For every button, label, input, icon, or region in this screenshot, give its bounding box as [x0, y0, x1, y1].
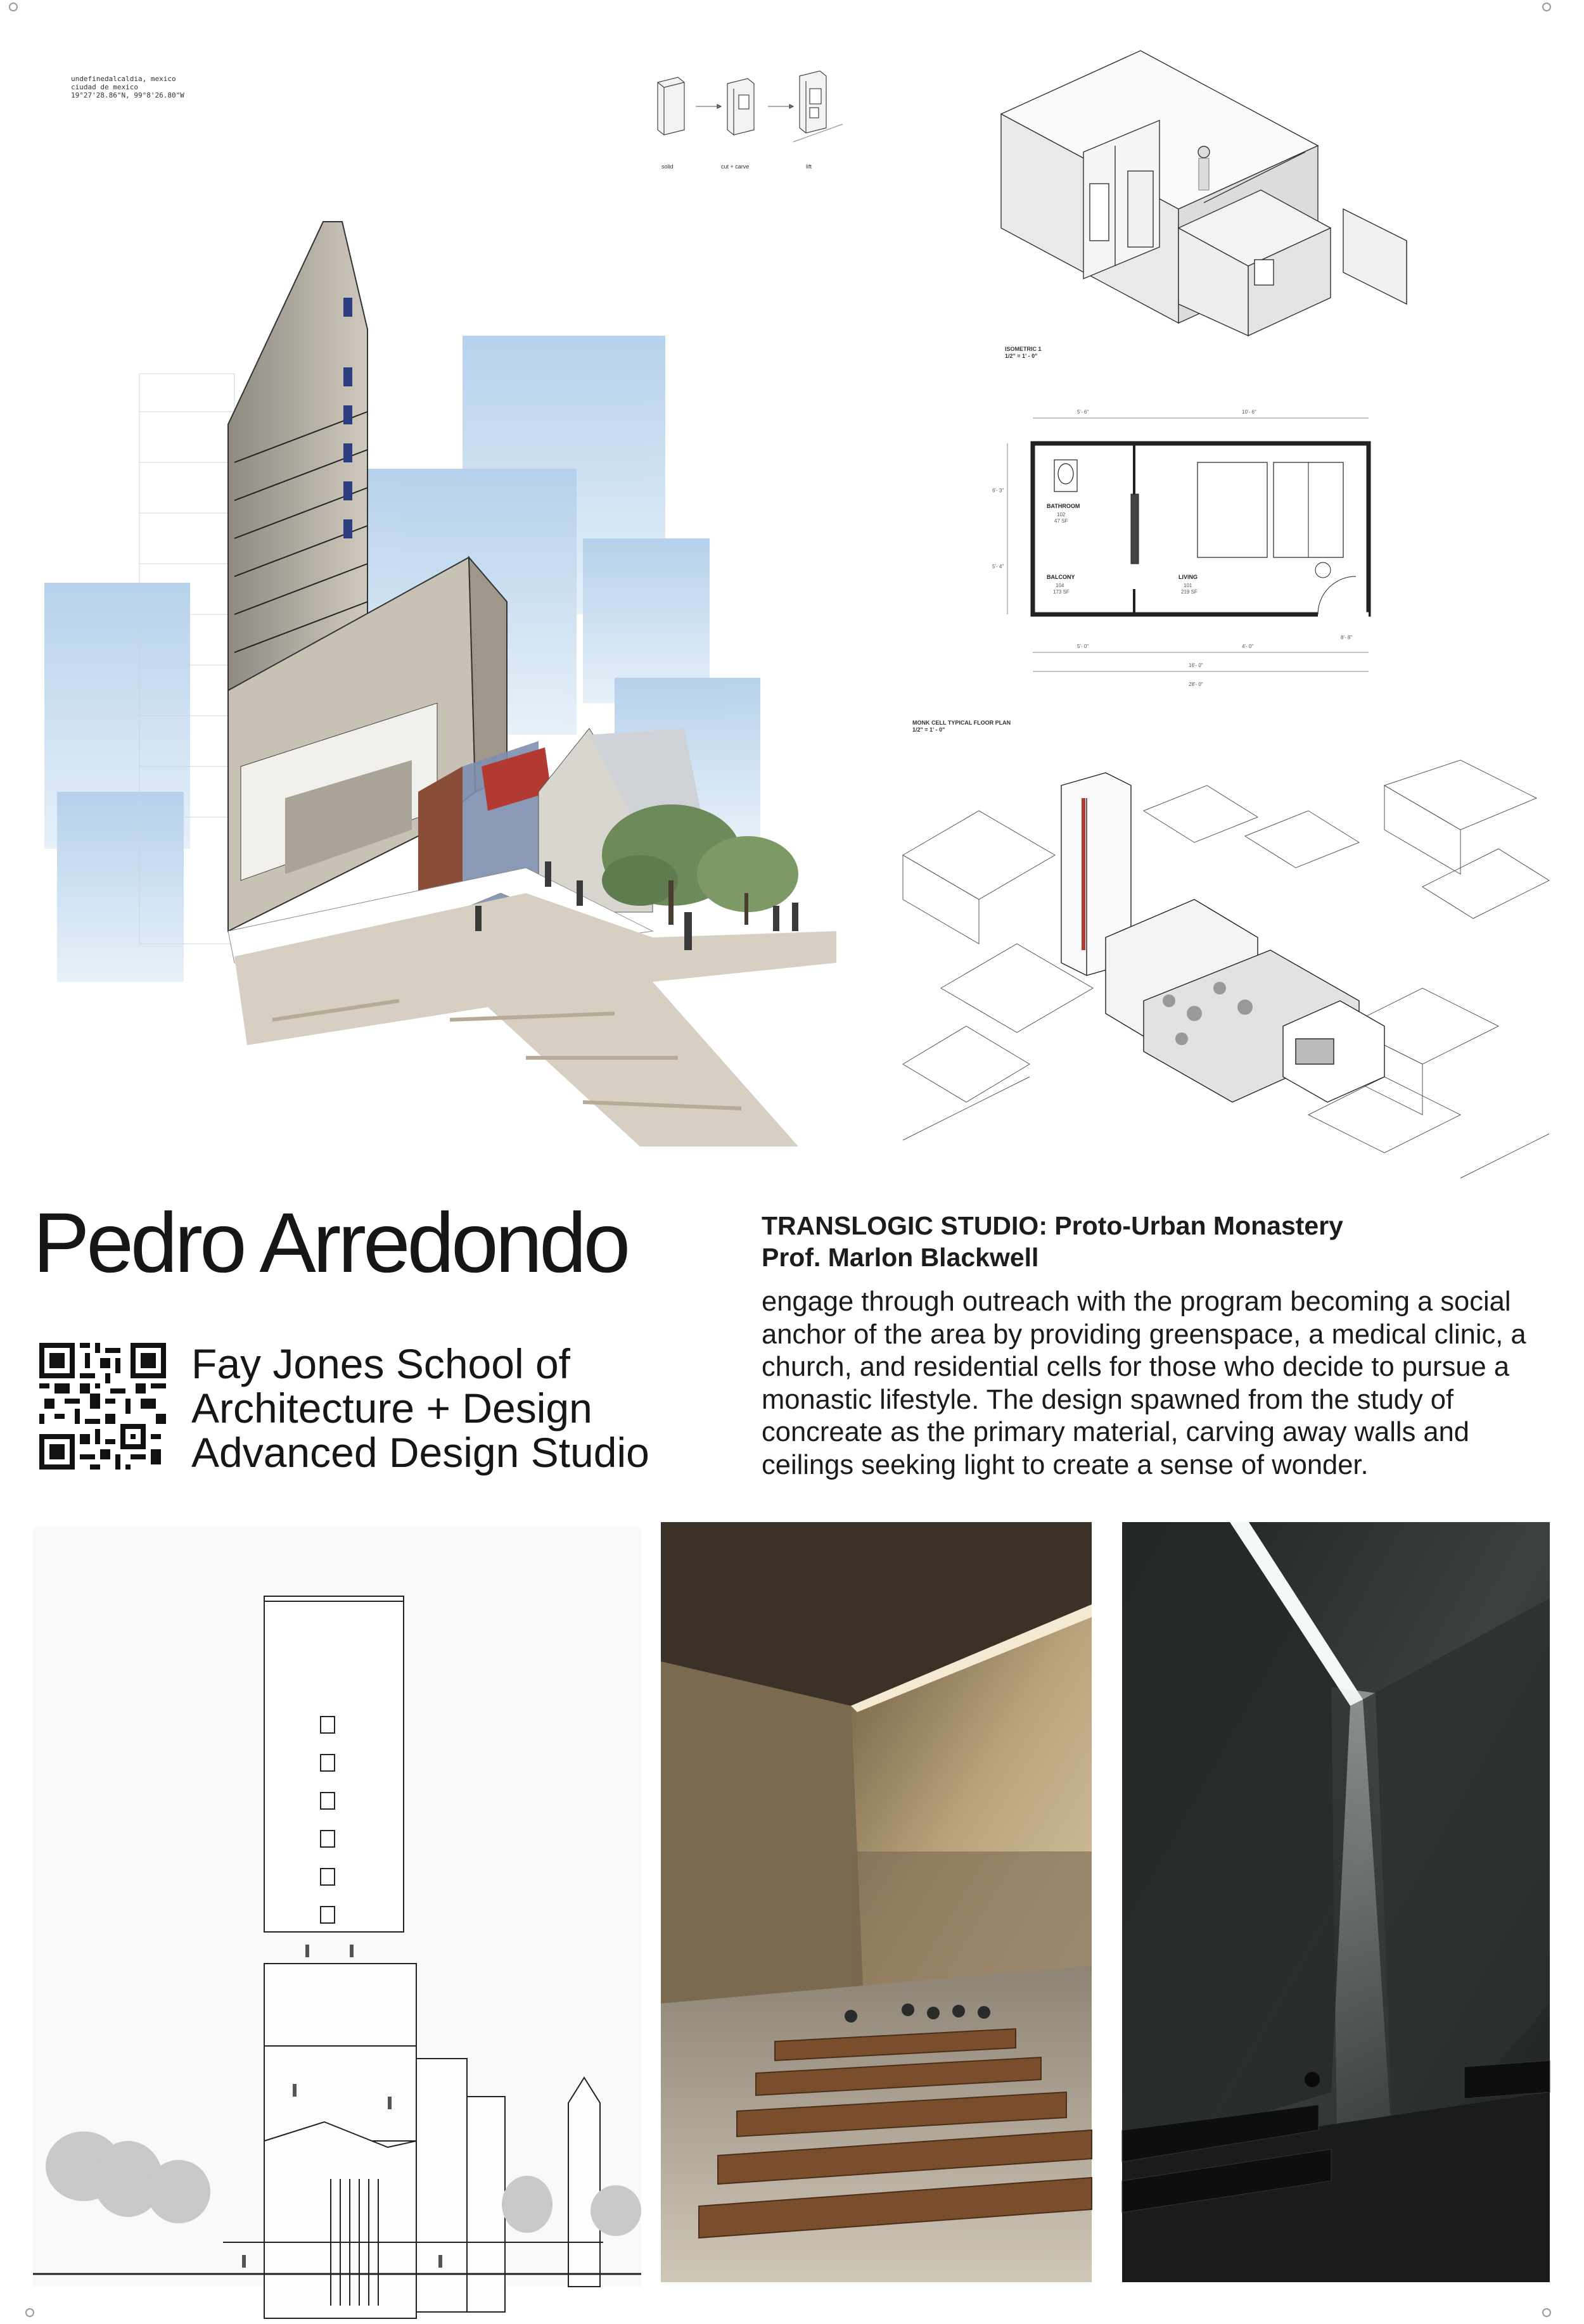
description-line: anchor of the area by providing greenspace, a medical clinic, a	[762, 1319, 1526, 1350]
room-name: BALCONY	[1047, 574, 1075, 580]
school-line: Advanced Design Studio	[191, 1429, 649, 1476]
diagram-label-cut-carve: cut + carve	[721, 163, 750, 170]
dimension-label: 5'- 4"	[992, 564, 1004, 569]
massing-diagram	[634, 70, 862, 177]
dimension-label: 5'- 0"	[1077, 644, 1089, 649]
room-number-balcony: 104	[1056, 583, 1064, 588]
professor-name: Prof. Marlon Blackwell	[762, 1243, 1039, 1272]
dimension-label: 4'- 0"	[1242, 644, 1254, 649]
location-line: 19°27'28.86"N, 99°8'26.80"W	[71, 91, 184, 99]
dimension-label: 16'- 0"	[1189, 663, 1203, 668]
room-label-balcony	[1047, 574, 1075, 580]
room-label-living	[1178, 574, 1198, 580]
floor-plan-graphic	[988, 399, 1407, 741]
qr-code[interactable]	[39, 1343, 166, 1470]
studio-title: TRANSLOGIC STUDIO: Proto-Urban Monastery	[762, 1211, 1343, 1240]
section-graphic	[33, 1527, 641, 2287]
building-section-drawing	[33, 1527, 641, 2287]
room-name: BATHROOM	[1047, 503, 1080, 509]
chapel-light-rendering	[1122, 1522, 1550, 2282]
isometric-caption-scale: 1/2" = 1' - 0"	[1005, 353, 1038, 359]
room-number-living: 101	[1184, 583, 1192, 588]
dimension-label: 8'- 8"	[1341, 635, 1353, 640]
corner-mark-top-right	[1542, 3, 1551, 11]
room-label-bathroom	[1047, 503, 1080, 509]
room-area-balcony: 173 SF	[1053, 589, 1070, 595]
location-line: undefinedalcaldia, mexico	[71, 75, 176, 83]
dimension-label: 6'- 3"	[992, 488, 1004, 493]
room-name: LIVING	[1178, 574, 1198, 580]
project-description	[762, 1286, 1554, 1482]
room-number-bathroom: 102	[1057, 512, 1066, 518]
dimension-label: 28'- 0"	[1189, 682, 1203, 687]
tower-exterior-rendering	[44, 222, 881, 1153]
school-line: Fay Jones School of	[191, 1340, 570, 1387]
massing-diagram-graphic	[634, 70, 862, 177]
site-axon-graphic	[903, 760, 1549, 1184]
isometric-cell-drawing	[988, 38, 1546, 393]
room-area-living: 219 SF	[1181, 589, 1198, 595]
dimension-label: 5'- 6"	[1077, 409, 1089, 415]
isometric-caption-title: ISOMETRIC 1	[1005, 346, 1042, 352]
description-line: monastic lifestyle. The design spawned from the study of	[762, 1384, 1454, 1415]
room-area-bathroom: 47 SF	[1054, 518, 1068, 524]
site-location	[71, 75, 184, 99]
description-line: church, and residential cells for those who decide to pursue a	[762, 1352, 1510, 1382]
description-line: ceilings seeking light to create a sense of wonder.	[762, 1449, 1369, 1480]
diagram-label-solid: solid	[661, 163, 674, 170]
tower-rendering-graphic	[44, 222, 881, 1153]
designer-name: Pedro Arredondo	[33, 1196, 628, 1290]
school-block	[191, 1342, 649, 1475]
location-line: ciudad de mexico	[71, 83, 138, 91]
diagram-label-lift: lift	[806, 163, 812, 170]
site-axonometric-drawing	[903, 760, 1549, 1184]
isometric-cell-graphic	[988, 38, 1546, 393]
dimension-label: 10'- 6"	[1242, 409, 1256, 415]
isometric-caption	[1005, 346, 1042, 360]
description-line: concreate as the primary material, carving away walls and	[762, 1417, 1469, 1447]
corner-mark-bottom-left	[25, 2308, 34, 2317]
floor-plan-caption-title: MONK CELL TYPICAL FLOOR PLAN	[912, 720, 1011, 726]
floor-plan-caption-scale: 1/2" = 1' - 0"	[912, 727, 945, 733]
chapel-interior-graphic	[661, 1522, 1092, 2282]
description-line: engage through outreach with the program becoming a social	[762, 1286, 1511, 1317]
corner-mark-top-left	[9, 3, 18, 11]
qr-code-graphic	[39, 1343, 166, 1470]
chapel-light-graphic	[1122, 1522, 1550, 2282]
monk-cell-floor-plan	[912, 399, 1407, 741]
floor-plan-caption	[912, 720, 1011, 733]
school-line: Architecture + Design	[191, 1385, 592, 1432]
corner-mark-bottom-right	[1542, 2308, 1551, 2317]
chapel-interior-rendering	[661, 1522, 1092, 2282]
